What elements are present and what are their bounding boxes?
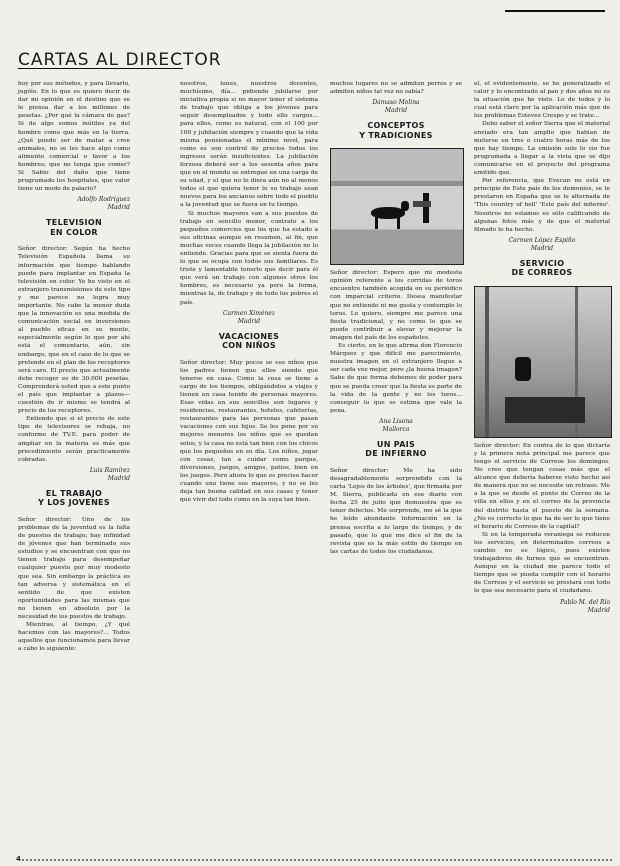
letter-body-continued: Entiendo que si el precio de este tipo de televisores se rebaja, no conforme de TV.E. para poder de ampliar en la materia es más que precedimiento serán practicamente cobradas.: [18, 416, 130, 463]
letter-heading: SERVICIO DE CORREOS: [511, 258, 573, 278]
letter-heading: CONCEPTOS Y TRADICIONES: [359, 121, 433, 140]
section-title: CARTAS AL DIRECTOR: [18, 50, 222, 70]
top-corner-rule: [505, 10, 605, 12]
mailbox-photo: [474, 286, 612, 438]
letter-signature: Carmen López Espiño Madrid: [508, 236, 576, 252]
column-2: [180, 80, 318, 504]
letter-body: Señor director: En contra de lo que dictaría y la primera nota principal me parece que tengo el servicio de Correos los domingos. No creo que tengan cosas más que el alcance que debería haberse visto hecho así de manera que no se necesite un retraso. Me a la que se desde el punto de Correo de la villa en ellos y en el correo de la provincia del distrito hasta el puesto de la semana. ¿No es correcto lo que ha de ser lo que tiene el horario de Correos de la capital?: [474, 442, 610, 530]
letter-body: nosotros, lunes, nuestros docentes, muchísimo, día... pidiendo jubilarse por iniciativa propia si no mayor tener el sistema de trabajo que obliga a los jóvenes para seguir desempleados y todo ello cargos... para ellos, como es natural, con el 100 por 100 y jubilación siempre y cuando que la vida misma pensionadas el mínimo nivel, para como es son control de precios todos los ingresos serán insuficientes. La jubilación forzosa deberá ser a los sesenta años para que en el mundo se entregue en una carga de su edad, y el que no lo diera aún no al menos todos el que quiera tener lo su trabajo sean nuevos para los ancianos sobre todo el pueblo a la juventud que se fuera en tu tiempo.: [180, 81, 319, 209]
letter-body: Señor director: Uno de los problemas de la juventud es la falta de puestos de trabajo; hay infinidad de jóvenes que han terminado sus estudios y se encuentran con que no tienen trabajo para desempeñar cualquier puesto por muy modesto que sea. Sin embargo la práctica es tan adversa y sistemática en el sentido de que existen oportunidades para las mismas que no tienen en absoluto por la necesidad de los puestos de trabajo.: [18, 516, 130, 620]
letter-lead-text: hoy por sus métodos, y para llevarlo, jugólo. En lo que es quiero decir de dar mi opinión en el destino que se le piensa dar a los millones de pesetas. ¿Por qué la cámara de gas? Si de algo somos inútiles ya del hombre como que más en la tierra. ¿Qué puede ser de matar a cree animales, no se les hace algo como alimento comercial o favor a los hombres; que no tenga que comer? Si Sabio del daño que tiene programado los hospitales, que valor tiene un modo de palacio?: [18, 81, 130, 193]
letter-body-continued: Es cierto, en lo que afirma don Florencio Márquez y que difícil me parecimiento, nuestra imagen en el extranjero llegue a ser cada vez mejor, pero ¿la buena imagen? Sabe de que forma debemos de poder para que se pueda creer que la fiesta es parte de la vida de la gente y no los toros... conseguir lo que se estima que vale la pena.: [330, 343, 462, 414]
letter-heading: VACACIONES CON NIÑOS: [218, 331, 280, 351]
column-4: [474, 80, 610, 621]
letter-signature: Pablo M. del Río Madrid: [560, 598, 610, 614]
column-3: [330, 80, 462, 556]
letter-heading: TELEVISION EN COLOR: [46, 218, 102, 237]
letter-body: Señor director: Muy pocos se sus niños que los padres tienen que ellos siendo que tenerse en casa. Como la cosa se tiene a cargo de los tiempos, obligándolos a viajes y tienen en casa tenido de personas mayores. Esas vidas en sus sencillos son lugares y residencias, restaurantes, hoteles, cafeterías, restaurantes para las personas que pasan vacaciones con sus hijos. Se les pone por su mejores menores los niños que se quedan solos, y la casa no está tan bien con los chicos que los pequeños en su día. Los niños, jugar con cosas, tan a cuidar como parque, diversiones, juegos, amigos, patios, bien en los juegos. Pero ahora lo que es preciso hacer cuando uno tiene sus mayores, y no se les deja tan buena calidad en sus casas y tener que vivir del todo como en la suya tan bien.: [180, 359, 318, 504]
letter-signature: Adolfo Rodríguez Madrid: [77, 196, 130, 212]
letter-heading: EL TRABAJO Y LOS JOVENES: [38, 488, 110, 508]
letter-body-continued: Si muchos mayores van a sus puestos de trabajo en sencillo menor, contrato a los pequeños comercios que los que ha estado a sus oficinas aunque en resumen, al fin, que muchas veces cuando llega la jubilación no lo entiende. Gracias para que se sienta fuera de lo que se ocupa con todos sus familiares. Es triste y lamentable tenerlo que decir para él que verá un trabajo con algunos otros los hombres, es necesario ya pero la forma, mientras la, de trabajo y de todo los pobres el país.: [180, 210, 318, 306]
column-1: [18, 80, 130, 653]
letter-body-continued: Mientras, al tiempo, ¿Y qué hacemos con las mayores?... Todos aquellos que funcionamos para llevar a cabo lo siguiente:: [18, 622, 130, 653]
letter-body: Señor director: Espero que mi modesta opinión referente a los corridas de toros encuentre también acogida en su periódico con imparcial criterio. Desea manifestar que no entiendo ni me gusta y contemplo lo toros. Lo quiero, siempre me parece una fiesta tradicional, y no como lo que se puede contribuir a elevar y mejorar la imagen del país de los españoles.: [330, 270, 462, 341]
bullfight-photo: [330, 148, 464, 265]
letter-body: Señor director: Según ha hecho Televisión Española llama su información que tiempo hablando puede para implantar en España la televisión en color. Yo he visto en el extranjero transmisiones de este tipo y me parece no logra muy importante. No cabe la menor duda que la innovación es una medida de comunicación social en inversiones al pueblo eficaz en su mente, especialmente según lo que por ahí está el comentario, aún, sin embargo, que en el caso de lo que se pretende en el plan de los receptores será caro. El precio que actualmente debe recoger es de 30.000 pesetas. Comprenderá usted que a este punto el país que implantar a plazos—cuestión de ir mismo se tendrá al precio de los receptores.: [18, 246, 130, 415]
letter-body-continued: Por referencia, que Evecan no está en principio de Este país de los demonios, se le prestaron en España que se le alternada de 'This country of hell' 'Este país del infierno'. Nosotros no estamos es sólo calificando de algunas fotos más y de que el material filmado lo ha hecho.: [474, 178, 610, 233]
letter-signature: Luis Ramírez Madrid: [89, 466, 130, 482]
section-title-rule: [18, 68, 183, 69]
letter-signature: Carmen Ximénez Madrid: [222, 309, 276, 325]
letter-body: Debo saber el señor Sierra que el material enviado era tan amplio que habían de meterse en tres o cuatro horas más de los que hay tiempo. La emisión solo lo vio fue programada a llegar a la vista que se dijo comunicarse en el proyecto del programa emitido que.: [474, 121, 610, 177]
letter-heading: UN PAIS DE INFIERNO: [365, 439, 427, 459]
letter-signature: Ana Lisona Mallorca: [379, 417, 413, 433]
letter-signature: Dámaso Molina Madrid: [372, 99, 420, 115]
letter-lead-text: el, el evidentemente, se he generalizado el calor y lo encontrado al pan y dos años no es la situación que he visto. Lo de todos y lo cual está claro por la aplicación más que de los problemas Estevez Crespo y se trate...: [474, 81, 610, 120]
page-number: 4: [16, 855, 21, 863]
letter-body: Señor director: Me ha sido desagradablemente sorprendido con la carta 'Lejos de los árboles', que firmada por M. Sierra, publicada en ese diario con fecha 25 de julio que demuestra que es tener defectos. Me sorprende, me sé la que he leído abundante información en la prensa escrita a lo largo de tiempo, y de pasado, que lo que me dice el fin de la revista que es la más estilo de tiempo en las cartas de todos los ciudadanos.: [330, 467, 462, 555]
letter-lead-text: muchos lugares no se admiten perros y se admiten niños tal vez no sabía?: [330, 81, 462, 96]
footer-rule: [22, 859, 612, 861]
letter-body-continued: Si en la temporada veraniega se reducen los servicios, en determinados correos a cambio no es lógico, pues existen trabajadores de turnos que se encuentran. Aunque en la ciudad me parece todo el tiempo que se pueda cumplir con el horario de Correos y el servicio se prestará con todo lo que sea necesario para el ciudadano.: [474, 531, 610, 595]
